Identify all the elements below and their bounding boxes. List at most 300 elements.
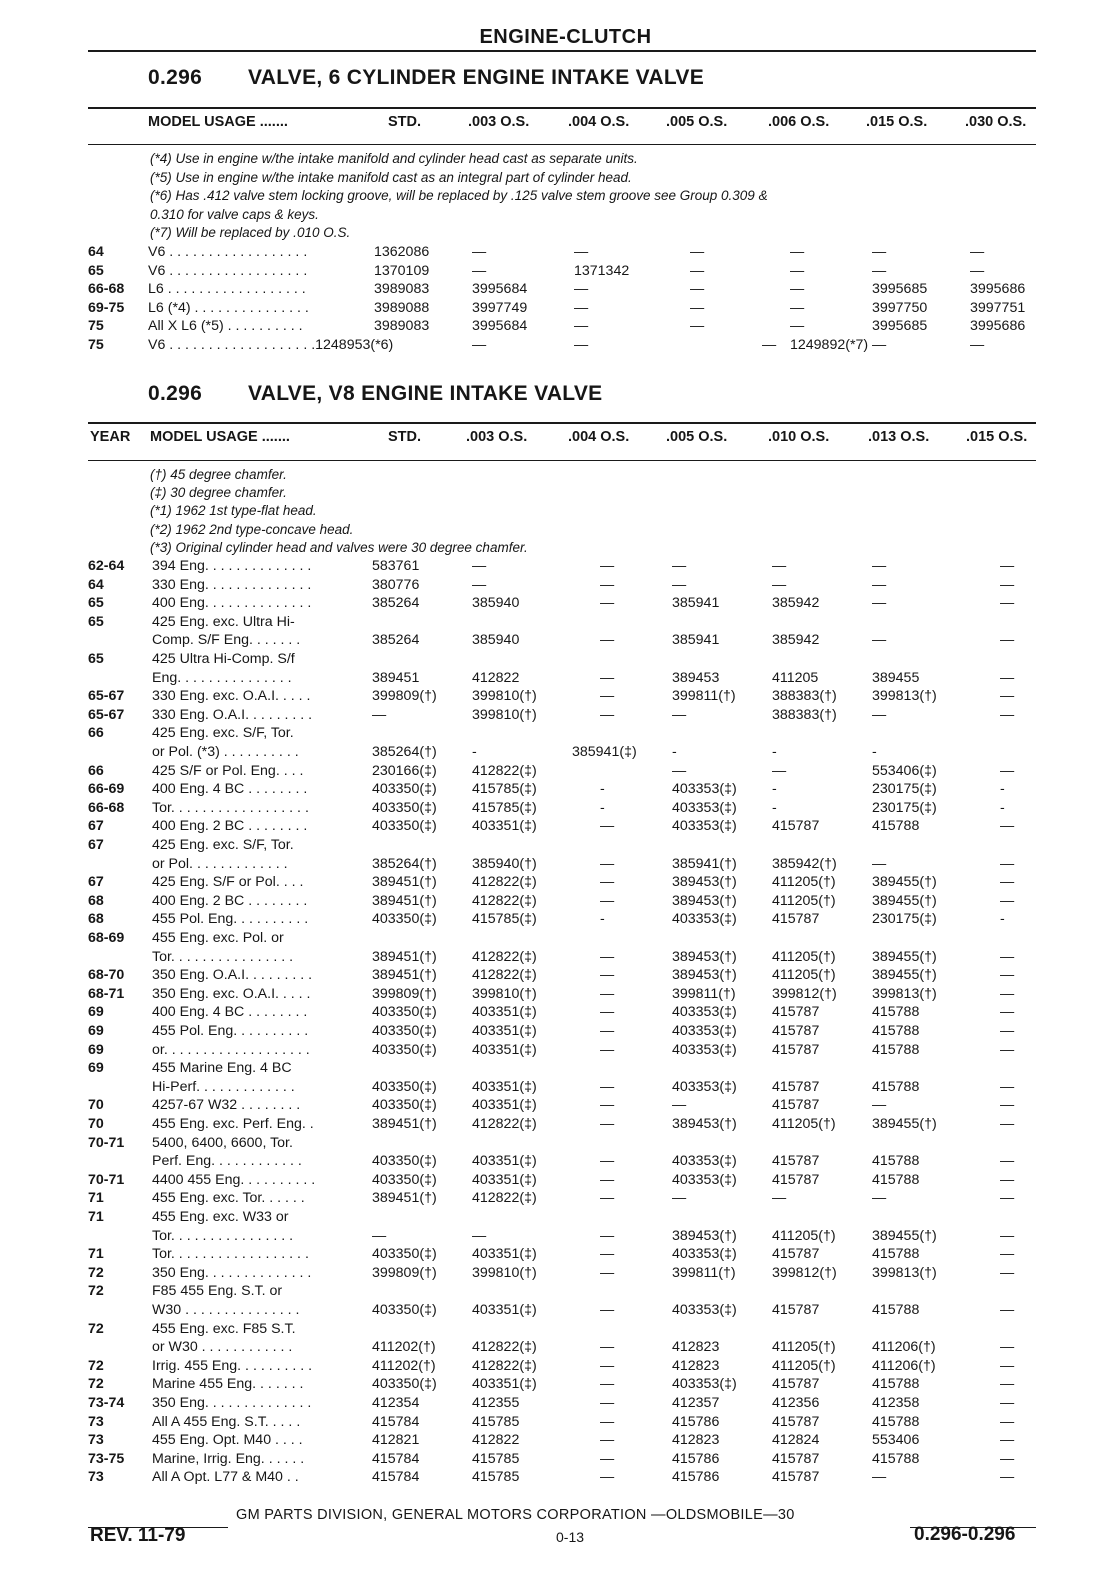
model-usage-cell: 455 Eng. exc. Perf. Eng. . <box>152 1116 314 1132</box>
part-number-cell: — <box>600 1153 615 1170</box>
part-number-cell: 389453 <box>672 669 720 686</box>
model-usage-cell: 4400 455 Eng. . . . . . . . . . <box>152 1171 316 1188</box>
part-number-cell: 399809(†) <box>372 985 437 1002</box>
part-number-cell: — <box>690 262 705 279</box>
part-number-cell: 399810(†) <box>472 1264 537 1281</box>
part-number-cell: 415785(‡) <box>472 799 537 816</box>
year-cell: 69-75 <box>88 299 125 316</box>
model-usage-cell: 5400, 6400, 6600, Tor. <box>152 1134 293 1151</box>
part-number-cell: 415787 <box>772 1413 820 1430</box>
model-usage-cell: L6 (*4) . . . . . . . . . . . . . . . <box>148 299 309 316</box>
part-number-cell: 385941(†) <box>672 855 737 872</box>
part-number-cell: — <box>600 706 615 723</box>
part-number-cell: 415787 <box>772 1097 820 1114</box>
part-number-cell: 415785(‡) <box>472 781 537 798</box>
part-number-cell: 412823 <box>672 1339 720 1356</box>
year-cell: 66-69 <box>88 781 125 798</box>
model-usage-cell: 455 Eng. exc. F85 S.T. <box>152 1320 296 1337</box>
part-number-cell: 389455(†) <box>872 967 937 984</box>
part-number-cell: 403350(‡) <box>372 818 437 835</box>
model-usage-cell: 455 Eng. exc. Pol. or <box>152 930 284 946</box>
year-cell: 72 <box>88 1283 104 1300</box>
part-number-cell: — <box>772 576 787 593</box>
part-number-cell: 415788 <box>872 1376 920 1393</box>
footnote: 0.310 for valve caps & keys. <box>150 206 319 222</box>
part-number-cell: — <box>600 1078 615 1095</box>
part-number-cell: — <box>1000 1227 1015 1244</box>
section2-name: VALVE, V8 ENGINE INTAKE VALVE <box>248 382 603 405</box>
year-cell: 70 <box>88 1116 104 1132</box>
part-number-cell: — <box>600 558 615 574</box>
part-number-cell: 411206(†) <box>872 1339 936 1356</box>
part-number-cell: 403353(‡) <box>672 1171 737 1188</box>
part-number-cell: — <box>1000 967 1015 984</box>
part-number-cell: — <box>600 1413 615 1430</box>
part-number-cell: - <box>600 799 605 816</box>
part-number-cell: 403350(‡) <box>372 1246 437 1263</box>
part-number-cell: 3995686 <box>970 281 1026 297</box>
part-number-cell: 399811(†) <box>672 985 736 1002</box>
part-number-cell: — <box>1000 1413 1015 1430</box>
part-number-cell: 403350(‡) <box>372 1041 437 1058</box>
part-number-cell: 399813(†) <box>872 1264 937 1281</box>
model-usage-cell: Tor. . . . . . . . . . . . . . . . . . <box>152 1246 309 1263</box>
year-cell: 67 <box>88 874 104 891</box>
part-number-cell: - <box>1000 799 1005 816</box>
part-number-cell: — <box>600 576 615 593</box>
part-number-cell: 415784 <box>372 1450 420 1467</box>
part-number-cell: 3989083 <box>374 318 430 334</box>
part-number-cell: 403353(‡) <box>672 1004 737 1021</box>
part-number-cell: — <box>790 262 805 279</box>
part-number-cell: 412355 <box>472 1395 520 1411</box>
part-number-cell: — <box>872 244 887 260</box>
part-number-cell: 412358 <box>872 1395 920 1411</box>
part-number-cell: 389453(†) <box>672 874 737 891</box>
part-number-cell: 415788 <box>872 1302 920 1318</box>
part-number-cell: - <box>772 799 777 816</box>
part-number-cell: 399811(†) <box>672 1264 736 1281</box>
part-number-cell: 403353(‡) <box>672 799 737 816</box>
model-usage-cell: Tor. . . . . . . . . . . . . . . . <box>152 948 294 965</box>
part-number-cell: — <box>1000 595 1015 612</box>
part-number-cell: — <box>600 688 615 705</box>
part-number-cell: — <box>772 558 787 574</box>
part-number-cell: 403350(‡) <box>372 1023 437 1039</box>
year-cell: 66 <box>88 762 104 779</box>
part-number-cell: 385264(†) <box>372 855 437 872</box>
footnote: (*1) 1962 1st type-flat head. <box>150 503 317 519</box>
part-number-cell: - <box>472 744 477 760</box>
part-number-cell: 412822(‡) <box>472 1339 537 1356</box>
model-usage-cell: 350 Eng. exc. O.A.I. . . . . <box>152 985 311 1002</box>
column-header: .030 O.S. <box>965 114 1027 130</box>
part-number-cell: — <box>690 244 705 260</box>
column-header: STD. <box>388 114 422 130</box>
part-number-cell: — <box>600 1339 615 1356</box>
part-number-cell: — <box>672 762 687 779</box>
part-number-cell: 403350(‡) <box>372 1153 437 1170</box>
part-number-cell: 411202(†) <box>372 1339 436 1356</box>
year-cell: 67 <box>88 818 104 835</box>
part-number-cell: 415786 <box>672 1469 720 1486</box>
part-number-cell: 3995684 <box>472 281 528 297</box>
part-number-cell: 411205 <box>772 669 819 686</box>
part-number-cell: 399809(†) <box>372 1264 437 1281</box>
year-cell: 72 <box>88 1376 104 1393</box>
year-cell: 75 <box>88 336 104 353</box>
part-number-cell: 399812(†) <box>772 985 837 1002</box>
part-number-cell: - <box>872 744 877 760</box>
part-number-cell: - <box>772 781 777 798</box>
year-cell: 65 <box>88 613 104 630</box>
year-cell: 62-64 <box>88 558 125 574</box>
model-usage-cell: 350 Eng. . . . . . . . . . . . . . <box>152 1395 312 1411</box>
model-usage-cell: 400 Eng. 2 BC . . . . . . . . <box>152 818 308 835</box>
part-number-cell: — <box>872 1469 887 1486</box>
year-cell: 65-67 <box>88 706 125 723</box>
model-usage-cell: Tor. . . . . . . . . . . . . . . . <box>152 1227 294 1244</box>
part-number-cell: 399812(†) <box>772 1264 837 1281</box>
model-usage-cell: 455 Pol. Eng. . . . . . . . . . <box>152 911 309 928</box>
part-number-cell: 403353(‡) <box>672 911 737 928</box>
part-number-cell: — <box>600 1023 615 1039</box>
part-number-cell: 412822(‡) <box>472 762 537 779</box>
section1-header-rule <box>88 144 1036 145</box>
part-number-cell: 403353(‡) <box>672 818 737 835</box>
model-usage-cell: 4257-67 W32 . . . . . . . . <box>152 1097 301 1114</box>
part-number-cell: — <box>372 706 387 723</box>
part-number-cell: - <box>672 744 677 760</box>
part-number-cell: — <box>472 576 487 593</box>
part-number-cell: 389451(†) <box>372 948 437 965</box>
part-number-cell: 1370109 <box>374 262 430 279</box>
part-number-cell: — <box>1000 1264 1015 1281</box>
part-number-cell: — <box>472 1227 487 1244</box>
part-number-cell: 3995685 <box>872 318 928 334</box>
part-number-cell: 411205(†) <box>772 892 836 909</box>
part-number-cell: — <box>600 1357 615 1374</box>
year-cell: 69 <box>88 1041 104 1058</box>
part-number-cell: — <box>1000 1302 1015 1318</box>
part-number-cell: 415787 <box>772 1078 820 1095</box>
footer-page-number: 0-13 <box>556 1529 585 1545</box>
part-number-cell: — <box>574 299 589 316</box>
part-number-cell: 415788 <box>872 1450 920 1467</box>
part-number-cell: 385940 <box>472 632 520 649</box>
part-number-cell: — <box>762 336 777 353</box>
part-number-cell: 3989083 <box>374 281 430 297</box>
part-number-cell: — <box>1000 1023 1015 1039</box>
part-number-cell: 411202(†) <box>372 1357 436 1374</box>
year-cell: 65 <box>88 595 104 612</box>
part-number-cell: — <box>1000 1339 1015 1356</box>
footnote: (*2) 1962 2nd type-concave head. <box>150 521 354 537</box>
column-header: .004 O.S. <box>568 114 630 130</box>
part-number-cell: 411205(†) <box>772 1116 836 1132</box>
part-number-cell: - <box>600 911 605 928</box>
part-number-cell: 415788 <box>872 1246 920 1263</box>
year-cell: 70 <box>88 1097 104 1114</box>
footer-revision: REV. 11-79 <box>90 1525 186 1546</box>
part-number-cell: — <box>1000 874 1015 891</box>
part-number-cell: 385942 <box>772 595 820 612</box>
part-number-cell: 411205(†) <box>772 1357 836 1374</box>
part-number-cell: 412357 <box>672 1395 720 1411</box>
year-cell: 68-71 <box>88 985 125 1002</box>
part-number-cell: — <box>472 244 487 260</box>
part-number-cell: - <box>772 744 777 760</box>
part-number-cell: — <box>1000 818 1015 835</box>
model-usage-cell: L6 . . . . . . . . . . . . . . . . . . <box>148 281 306 297</box>
part-number-cell: — <box>1000 1357 1015 1374</box>
part-number-cell: — <box>1000 1078 1015 1095</box>
part-number-cell: 389455 <box>872 669 920 686</box>
part-number-cell: 412822(‡) <box>472 1116 537 1132</box>
year-cell: 70-71 <box>88 1134 125 1151</box>
part-number-cell: 403350(‡) <box>372 911 437 928</box>
part-number-cell: 385942(†) <box>772 855 837 872</box>
part-number-cell: — <box>872 262 887 279</box>
model-usage-cell: F85 455 Eng. S.T. or <box>152 1283 283 1300</box>
column-header: .013 O.S. <box>868 429 930 445</box>
part-number-cell: 389453(†) <box>672 967 737 984</box>
part-number-cell: 415787 <box>772 1246 820 1263</box>
part-number-cell: 389453(†) <box>672 1116 737 1132</box>
part-number-cell: — <box>1000 1395 1015 1411</box>
part-number-cell: — <box>790 281 805 297</box>
column-header: .003 O.S. <box>468 114 530 130</box>
part-number-cell: — <box>600 1450 615 1467</box>
column-header: .006 O.S. <box>768 114 830 130</box>
model-usage-cell: W30 . . . . . . . . . . . . . . . <box>152 1302 300 1318</box>
part-number-cell: — <box>872 855 887 872</box>
year-cell: 64 <box>88 576 104 593</box>
year-cell: 66 <box>88 725 104 742</box>
part-number-cell: 415787 <box>772 1450 820 1467</box>
model-usage-cell: Hi-Perf. . . . . . . . . . . . . <box>152 1078 295 1095</box>
year-cell: 68-69 <box>88 930 125 946</box>
column-header: .010 O.S. <box>768 429 830 445</box>
model-usage-cell: or W30 . . . . . . . . . . . . <box>152 1339 293 1356</box>
part-number-cell: 230175(‡) <box>872 799 937 816</box>
part-number-cell: 415788 <box>872 1171 920 1188</box>
part-number-cell: 403351(‡) <box>472 1153 537 1170</box>
part-number-cell: 403351(‡) <box>472 1097 537 1114</box>
part-number-cell: 389451(†) <box>372 874 437 891</box>
footnote: (*6) Has .412 valve stem locking groove, will be replaced by .125 valve stem groove see Group 0.309 & <box>150 188 768 203</box>
model-usage-cell: or Pol. (*3) . . . . . . . . . . <box>152 744 299 760</box>
part-number-cell: 415788 <box>872 1413 920 1430</box>
footnote: (*3) Original cylinder head and valves were 30 degree chamfer. <box>150 539 528 555</box>
year-cell: 71 <box>88 1209 104 1225</box>
model-usage-cell: or. . . . . . . . . . . . . . . . . . . <box>152 1041 310 1058</box>
footer-division: GM PARTS DIVISION, GENERAL MOTORS CORPORATION —OLDSMOBILE—30 <box>236 1507 795 1523</box>
part-number-cell: — <box>1000 1004 1015 1021</box>
part-number-cell: 389451 <box>372 669 420 686</box>
part-number-cell: — <box>690 281 705 297</box>
part-number-cell: — <box>600 1264 615 1281</box>
column-header: .005 O.S. <box>666 429 728 445</box>
part-number-cell: — <box>872 595 887 612</box>
part-number-cell: - <box>1000 781 1005 798</box>
year-cell: 73 <box>88 1432 104 1449</box>
section2-header-rule <box>88 460 1036 461</box>
part-number-cell: 389455(†) <box>872 1116 937 1132</box>
part-number-cell: 389455(†) <box>872 892 937 909</box>
column-header: .005 O.S. <box>666 114 728 130</box>
part-number-cell: 3997749 <box>472 299 528 316</box>
part-number-cell: 411205(†) <box>772 967 836 984</box>
part-number-cell: 403351(‡) <box>472 1376 537 1393</box>
part-number-cell: 389453(†) <box>672 892 737 909</box>
part-number-cell: 412822 <box>472 669 520 686</box>
model-usage-cell: 455 Eng. Opt. M40 . . . . <box>152 1432 303 1449</box>
part-number-cell: 415788 <box>872 1023 920 1039</box>
part-number-cell: — <box>600 1432 615 1449</box>
part-number-cell: 389451(†) <box>372 1116 437 1132</box>
part-number-cell: 415787 <box>772 1004 820 1021</box>
part-number-cell: — <box>790 318 805 334</box>
footer-group-range: 0.296-0.296 <box>914 1524 1016 1545</box>
part-number-cell: 415785 <box>472 1413 520 1430</box>
footnote: (*7) Will be replaced by .010 O.S. <box>150 225 351 240</box>
column-header: MODEL USAGE ....... <box>150 429 290 445</box>
part-number-cell: 411205(†) <box>772 1227 836 1244</box>
year-cell: 72 <box>88 1320 104 1337</box>
part-number-cell: 389455(†) <box>872 874 937 891</box>
model-usage-cell: All A Opt. L77 & M40 . . <box>152 1469 299 1486</box>
part-number-cell: 389453(†) <box>672 948 737 965</box>
part-number-cell: — <box>1000 1171 1015 1188</box>
model-usage-cell: 330 Eng. O.A.I. . . . . . . . . <box>152 706 313 723</box>
part-number-cell: 230175(‡) <box>872 911 937 928</box>
model-usage-cell: 350 Eng. . . . . . . . . . . . . . <box>152 1264 312 1281</box>
section2-top-rule <box>88 422 1036 424</box>
part-number-cell: — <box>672 558 687 574</box>
year-cell: 68 <box>88 892 104 909</box>
footnote: (*4) Use in engine w/the intake manifold and cylinder head cast as separate units. <box>150 151 638 166</box>
part-number-cell: 415788 <box>872 1004 920 1021</box>
part-number-cell: 3995684 <box>472 318 528 334</box>
model-usage-cell: Comp. S/F Eng. . . . . . . <box>152 632 301 649</box>
part-number-cell: — <box>600 1395 615 1411</box>
part-number-cell: 415787 <box>772 1153 820 1170</box>
model-usage-cell: 455 Marine Eng. 4 BC <box>152 1060 292 1077</box>
year-cell: 67 <box>88 837 104 853</box>
year-cell: 73 <box>88 1413 104 1430</box>
column-header: .015 O.S. <box>966 429 1028 445</box>
part-number-cell: — <box>872 632 887 649</box>
part-number-cell: — <box>672 706 687 723</box>
part-number-cell: 230166(‡) <box>372 762 437 779</box>
part-number-cell: 399810(†) <box>472 985 537 1002</box>
section1-top-rule <box>88 107 1036 109</box>
part-number-cell: 403351(‡) <box>472 1171 537 1188</box>
model-usage-cell: Tor. . . . . . . . . . . . . . . . . . <box>152 799 309 816</box>
part-number-cell: 415787 <box>772 1171 820 1188</box>
year-cell: 68 <box>88 911 104 928</box>
model-usage-cell: Eng. . . . . . . . . . . . . . . <box>152 669 292 686</box>
part-number-cell: — <box>1000 948 1015 965</box>
part-number-cell: 399810(†) <box>472 706 537 723</box>
part-number-cell: 415784 <box>372 1413 420 1430</box>
part-number-cell: 403350(‡) <box>372 1171 437 1188</box>
part-number-cell: 403353(‡) <box>672 1041 737 1058</box>
part-number-cell: 403351(‡) <box>472 818 537 835</box>
part-number-cell: 403353(‡) <box>672 1302 737 1318</box>
part-number-cell: 415785 <box>472 1450 520 1467</box>
part-number-cell: — <box>600 595 615 612</box>
model-usage-cell: 400 Eng. 4 BC . . . . . . . . <box>152 1004 308 1021</box>
part-number-cell: — <box>1000 1246 1015 1263</box>
part-number-cell: 412822(‡) <box>472 892 537 909</box>
part-number-cell: — <box>690 299 705 316</box>
part-number-cell: 415785(‡) <box>472 911 537 928</box>
part-number-cell: — <box>1000 762 1015 779</box>
part-number-cell: 399813(†) <box>872 985 937 1002</box>
part-number-cell: — <box>472 336 487 353</box>
section2-number: 0.296 <box>148 382 203 405</box>
part-number-cell: — <box>600 1097 615 1114</box>
part-number-cell: 415787 <box>772 911 820 928</box>
part-number-cell: 411205(†) <box>772 874 836 891</box>
part-number-cell: — <box>574 336 589 353</box>
model-usage-cell: All A 455 Eng. S.T. . . . . <box>152 1413 301 1430</box>
part-number-cell: 230175(‡) <box>872 781 937 798</box>
part-number-cell: — <box>772 1190 787 1207</box>
column-header: .015 O.S. <box>866 114 928 130</box>
part-number-cell: 403353(‡) <box>672 1078 737 1095</box>
model-usage-cell: 400 Eng. . . . . . . . . . . . . . <box>152 595 312 612</box>
part-number-cell: 399809(†) <box>372 688 437 705</box>
part-number-cell: 389455(†) <box>872 1227 937 1244</box>
model-usage-cell: or Pol. . . . . . . . . . . . . <box>152 855 288 872</box>
part-number-cell: — <box>600 1004 615 1021</box>
part-number-cell: 412822(‡) <box>472 1357 537 1374</box>
model-usage-cell: 455 Eng. exc. W33 or <box>152 1209 289 1225</box>
part-number-cell: — <box>672 1190 687 1207</box>
part-number-cell: 412354 <box>372 1395 420 1411</box>
part-number-cell: 412822(‡) <box>472 967 537 984</box>
header-rule <box>88 50 1036 52</box>
part-number-cell: 583761 <box>372 558 420 574</box>
part-number-cell: — <box>1000 855 1015 872</box>
part-number-cell: — <box>600 1116 615 1132</box>
part-number-cell: 403353(‡) <box>672 1246 737 1263</box>
part-number-cell: — <box>600 1190 615 1207</box>
footnote: (*5) Use in engine w/the intake manifold cast as an integral part of cylinder head. <box>150 169 632 185</box>
model-usage-cell: 394 Eng. . . . . . . . . . . . . . <box>152 558 312 574</box>
part-number-cell: 3997750 <box>872 299 928 316</box>
year-cell: 72 <box>88 1357 104 1374</box>
year-cell: 69 <box>88 1004 104 1021</box>
year-cell: 73 <box>88 1469 104 1486</box>
part-number-cell: 415788 <box>872 818 920 835</box>
part-number-cell: — <box>600 669 615 686</box>
year-cell: 70-71 <box>88 1171 125 1188</box>
part-number-cell: 385941 <box>672 595 720 612</box>
model-usage-cell: 425 Ultra Hi-Comp. S/f <box>152 651 295 667</box>
part-number-cell: — <box>872 706 887 723</box>
part-number-cell: 415786 <box>672 1450 720 1467</box>
part-number-cell: 403351(‡) <box>472 1078 537 1095</box>
part-number-cell: — <box>574 281 589 297</box>
part-number-cell: 411205(†) <box>772 948 836 965</box>
part-number-cell: — <box>1000 892 1015 909</box>
part-number-cell: 385942 <box>772 632 820 649</box>
part-number-cell: — <box>600 892 615 909</box>
